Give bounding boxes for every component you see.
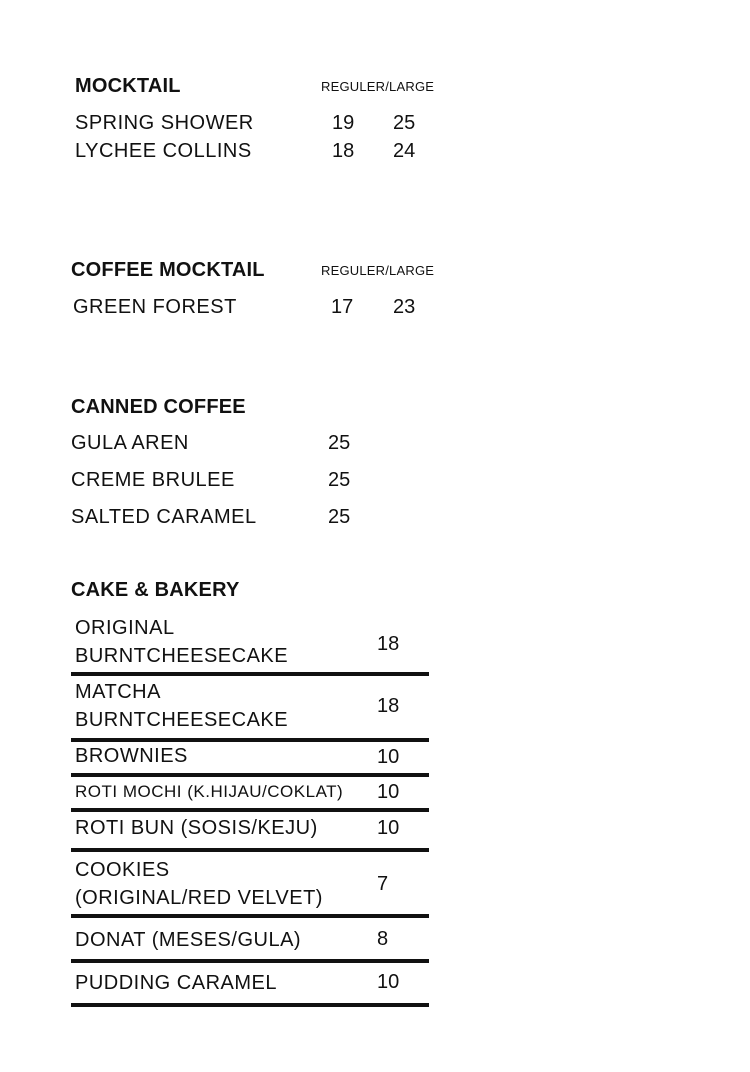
menu-row [71, 918, 429, 963]
menu-item-name: SALTED CARAMEL [71, 506, 257, 528]
menu-item-name-line1: MATCHA [75, 681, 161, 703]
menu-item-price: 18 [377, 695, 400, 717]
menu-row [71, 777, 429, 812]
cake-bakery-heading: CAKE & BAKERY [71, 579, 240, 601]
menu-item-price: 10 [377, 817, 400, 839]
canned-coffee-heading: CANNED COFFEE [71, 396, 246, 418]
menu-item-name: SPRING SHOWER [75, 112, 254, 134]
menu-item-price: 10 [377, 971, 400, 993]
menu-item-name: CREME BRULEE [71, 469, 235, 491]
menu-item-price-large: 25 [393, 112, 416, 134]
cake-bakery-list [71, 613, 429, 1007]
menu-item-price: 10 [377, 781, 400, 803]
menu-item-name: GREEN FOREST [73, 296, 237, 318]
menu-item-name: LYCHEE COLLINS [75, 140, 252, 162]
mocktail-heading: MOCKTAIL [75, 75, 181, 97]
menu-row [71, 613, 429, 676]
menu-item-name-line2: BURNTCHEESECAKE [75, 645, 289, 667]
mocktail-size-label: REGULER/LARGE [321, 79, 435, 94]
menu-item-name: GULA AREN [71, 432, 189, 454]
menu-item-name-line1: ORIGINAL [75, 617, 175, 639]
menu-item-price-large: 24 [393, 140, 416, 162]
menu-item-name: BROWNIES [75, 745, 188, 767]
menu-item-price: 25 [328, 506, 351, 528]
menu-row [71, 812, 429, 852]
coffee-mocktail-size-label: REGULER/LARGE [321, 263, 435, 278]
menu-row [71, 676, 429, 742]
menu-item-price: 25 [328, 432, 351, 454]
menu-item-name: ROTI MOCHI (K.HIJAU/COKLAT) [75, 782, 344, 801]
menu-item-price: 8 [377, 928, 389, 950]
menu-item-price: 7 [377, 873, 389, 895]
menu-row [71, 963, 429, 1007]
menu-item-price: 25 [328, 469, 351, 491]
menu-item-price-large: 23 [393, 296, 416, 318]
menu-item-price-regular: 19 [332, 112, 355, 134]
menu-item-name: PUDDING CARAMEL [75, 972, 277, 994]
coffee-mocktail-heading: COFFEE MOCKTAIL [71, 259, 265, 281]
menu-item-price: 18 [377, 633, 400, 655]
menu-item-name-line2: (ORIGINAL/RED VELVET) [75, 887, 323, 909]
menu-item-name: ROTI BUN (SOSIS/KEJU) [75, 817, 318, 839]
menu-row [71, 852, 429, 918]
menu-item-price-regular: 18 [332, 140, 355, 162]
menu-item-price: 10 [377, 746, 400, 768]
menu-item-name-line1: COOKIES [75, 859, 170, 881]
menu-item-price-regular: 17 [331, 296, 354, 318]
menu-item-name: DONAT (MESES/GULA) [75, 929, 302, 951]
menu-item-name-line2: BURNTCHEESECAKE [75, 709, 289, 731]
menu-row [71, 742, 429, 777]
